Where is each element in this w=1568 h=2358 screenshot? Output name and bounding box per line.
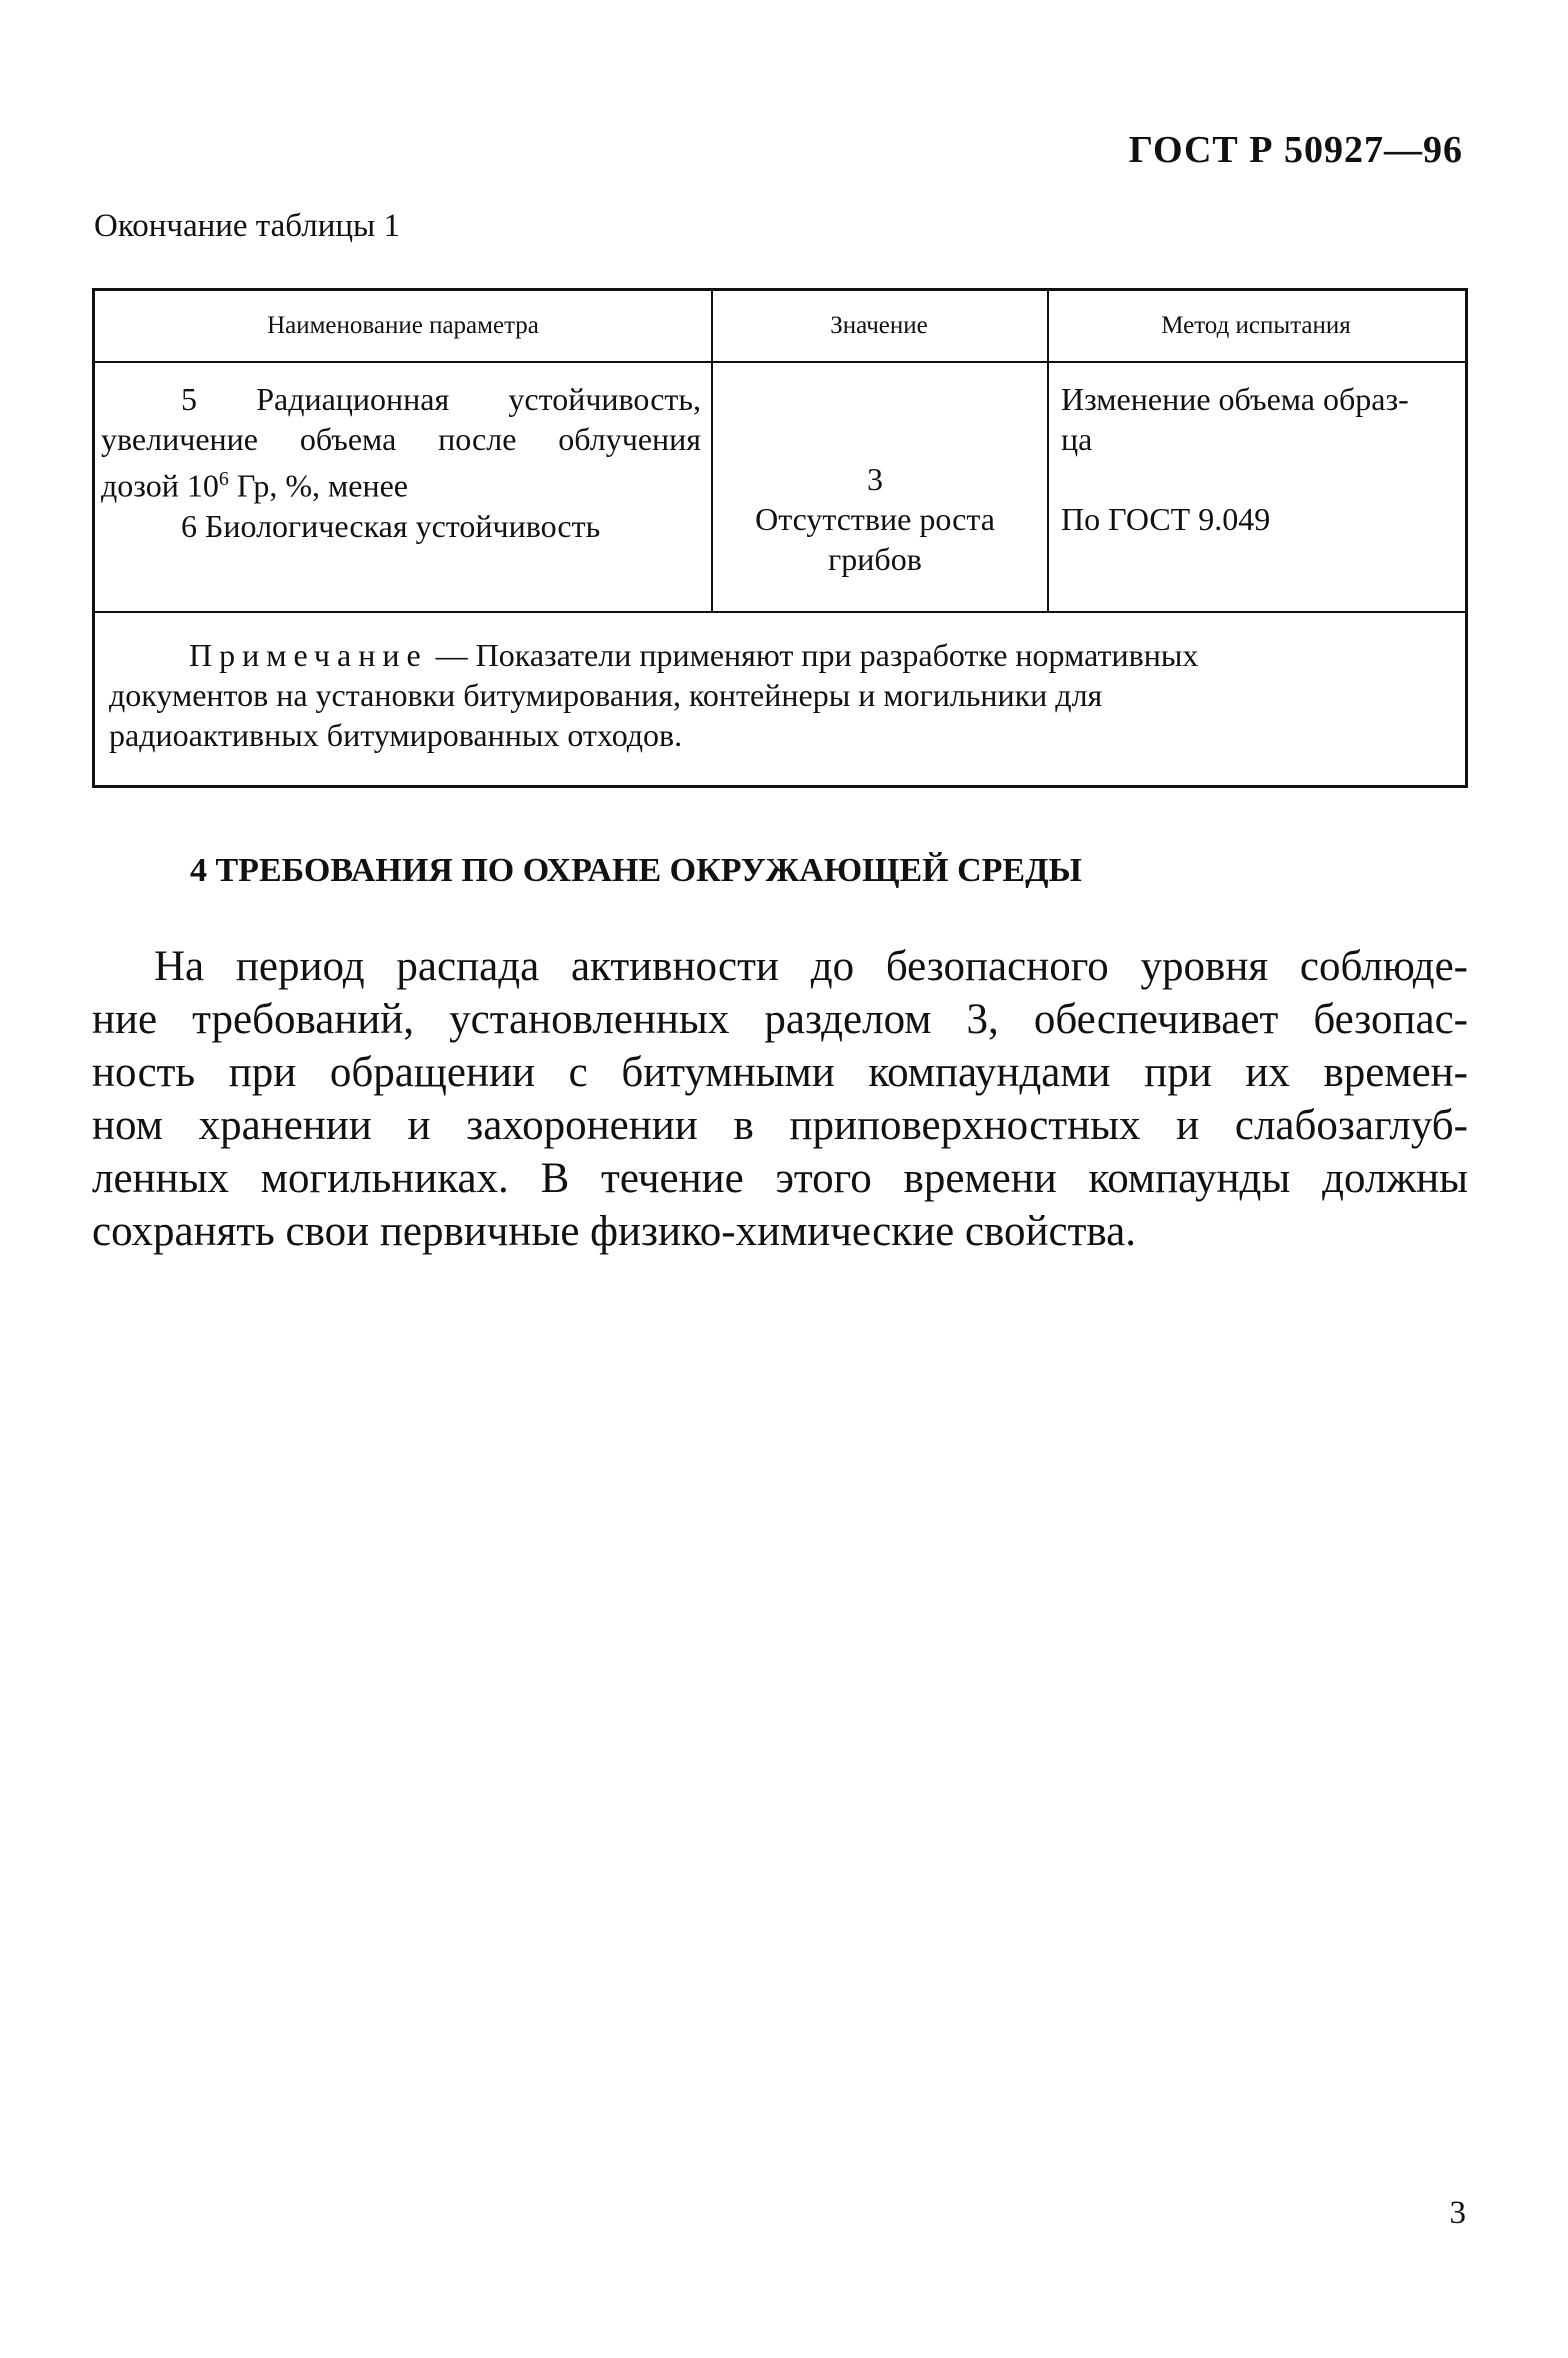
section-body	[92, 940, 1468, 1258]
note-text: — Показатели применяют при разработке нормативных	[427, 637, 1199, 673]
body-line: ном хранении и захоронении в приповерхностных и слабозаглуб-	[92, 1102, 1468, 1149]
table-note	[109, 635, 1449, 755]
parameters-table	[92, 288, 1468, 788]
value-line: Отсутствие роста	[755, 501, 995, 537]
body-line: ние требований, установленных разделом 3, обеспечивает безопас-	[92, 996, 1468, 1043]
body-line: сохранять свои первичные физико-химические свойства.	[92, 1208, 1136, 1255]
parameter-line: 5 Радиационная устойчивость,	[181, 381, 701, 417]
method-line: Изменение объема образ-	[1061, 381, 1409, 417]
header-divider	[95, 361, 1465, 363]
parameter-cell	[101, 379, 701, 546]
value-cell	[715, 459, 1035, 579]
body-line: На период распада активности до безопасного уровня соблюде-	[154, 943, 1468, 990]
dose-unit-text: Гр, %, менее	[228, 467, 408, 504]
body-line: ленных могильниках. В течение этого времени компаунды должны	[92, 1155, 1468, 1202]
parameter-line: 6 Биологическая устойчивость	[181, 507, 601, 544]
method-spacer	[1061, 459, 1466, 499]
column-header-method: Метод испытания	[1161, 312, 1351, 339]
note-label: Примечание	[189, 637, 428, 673]
column-header-parameter: Наименование параметра	[267, 312, 539, 339]
method-line: ца	[1061, 421, 1093, 457]
body-line: ность при обращении с битумными компаундами при их времен-	[92, 1049, 1468, 1096]
note-line: документов на установки битумирования, контейнеры и могильники для	[109, 677, 1103, 713]
note-line	[109, 635, 1449, 675]
document-code: ГОСТ Р 50927—96	[1128, 129, 1463, 171]
parameter-line: увеличение объема после облучения	[101, 421, 701, 457]
value-line: 3	[867, 461, 883, 497]
note-line: радиоактивных битумированных отходов.	[109, 717, 683, 753]
table-caption: Окончание таблицы 1	[94, 208, 400, 244]
column-header-value: Значение	[830, 312, 928, 339]
method-line: По ГОСТ 9.049	[1061, 501, 1271, 537]
section-title: 4 ТРЕБОВАНИЯ ПО ОХРАНЕ ОКРУЖАЮЩЕЙ СРЕДЫ	[190, 852, 1082, 889]
note-divider	[95, 611, 1465, 613]
dose-text: дозой 10	[101, 467, 219, 504]
value-line: грибов	[828, 541, 922, 577]
dose-exponent: 6	[218, 468, 229, 490]
method-cell	[1061, 379, 1466, 539]
parameter-line	[101, 459, 701, 506]
page-number: 3	[1449, 2195, 1466, 2231]
